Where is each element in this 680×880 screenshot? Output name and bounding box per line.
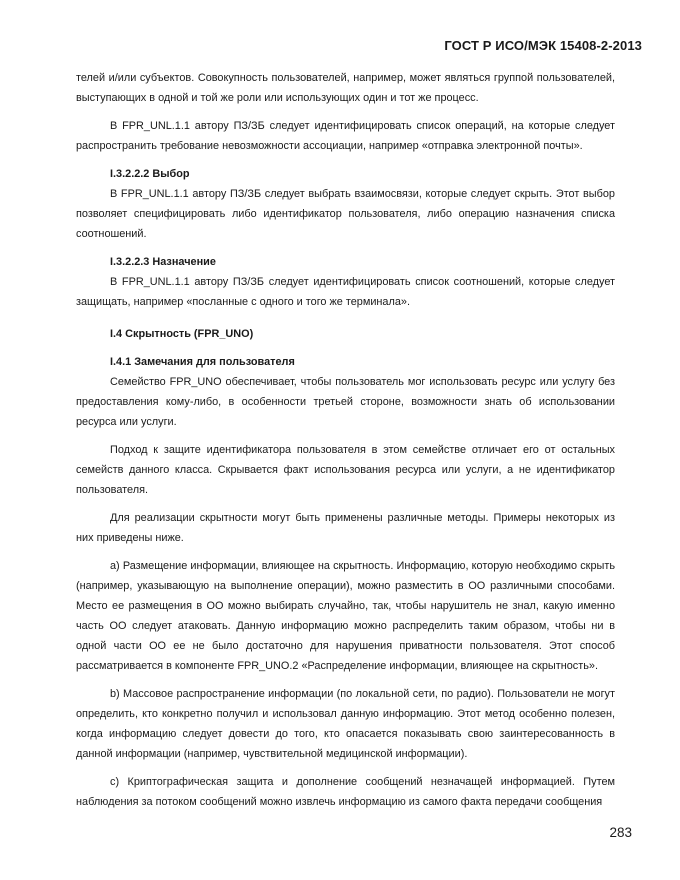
standard-header: ГОСТ Р ИСО/МЭК 15408-2-2013 <box>444 38 642 53</box>
paragraph-approach: Подход к защите идентификатора пользователя в этом семействе отличает его от остальных семейств данного класса. Скрывается факт использования ресурса или услуги, а не идентификатор пользователя. <box>76 444 615 496</box>
paragraph-fpr-uno-family: Семейство FPR_UNO обеспечивает, чтобы пользователь мог использовать ресурс или услугу без предоставления кому-либо, в особенности третьей стороне, возможности знать об использовании ресурса или услуги. <box>76 376 615 428</box>
paragraph-methods-intro: Для реализации скрытности могут быть применены различные методы. Примеры некоторых из них приведены ниже. <box>76 512 615 544</box>
heading-i3222: I.3.2.2.2 Выбор <box>110 168 190 180</box>
paragraph-assignment: В FPR_UNL.1.1 автору ПЗ/ЗБ следует идентифицировать список соотношений, которые следует защищать, например «посланные с одного и того же терминала». <box>76 276 615 308</box>
heading-i4: I.4 Скрытность (FPR_UNO) <box>110 328 254 340</box>
paragraph-continuation: телей и/или субъектов. Совокупность пользователей, например, может являться группой пользователей, выступающих в одной и той же роли или использующих один и тот же процесс. <box>76 72 615 104</box>
list-item-b: b) Массовое распространение информации (по локальной сети, по радио). Пользователи не могут определить, кто конкретно получил и использовал данную информацию. Этот метод особенно полезен, когда информацию следует довести до того, кто опасается показывать свою заинтересованность в данной информации (например, чувствительной медицинской информации). <box>76 688 615 760</box>
paragraph-selection: В FPR_UNL.1.1 автору ПЗ/ЗБ следует выбрать взаимосвязи, которые следует скрыть. Этот выбор позволяет специфицировать либо идентификатор пользователя, либо операцию назначения списка соотношений. <box>76 188 615 240</box>
page-body <box>76 68 615 812</box>
list-item-c: c) Криптографическая защита и дополнение сообщений незначащей информацией. Путем наблюдения за потоком сообщений можно извлечь информацию из самого факта передачи сообщения <box>76 776 615 808</box>
list-item-a: а) Размещение информации, влияющее на скрытность. Информацию, которую необходимо скрыть (например, указывающую на выполнение операции), можно разместить в ОО различными способами. Место ее размещения в ОО можно выбирать случайно, так, чтобы нарушитель не знал, какую именно часть ОО следует атаковать. Данную информацию можно распределить таким образом, чтобы ни в одной части ОО ее не было достаточно для нарушения приватности пользователя. Этот способ рассматривается в компоненте FPR_UNO.2 «Распределение информации, влияющее на скрытность». <box>76 560 615 672</box>
page-number: 283 <box>609 825 632 840</box>
heading-i41: I.4.1 Замечания для пользователя <box>110 356 295 368</box>
heading-i3223: I.3.2.2.3 Назначение <box>110 256 216 268</box>
paragraph-operations-list: В FPR_UNL.1.1 автору ПЗ/ЗБ следует идентифицировать список операций, на которые следует распространить требование невозможности ассоциации, например «отправка электронной почты». <box>76 120 615 152</box>
